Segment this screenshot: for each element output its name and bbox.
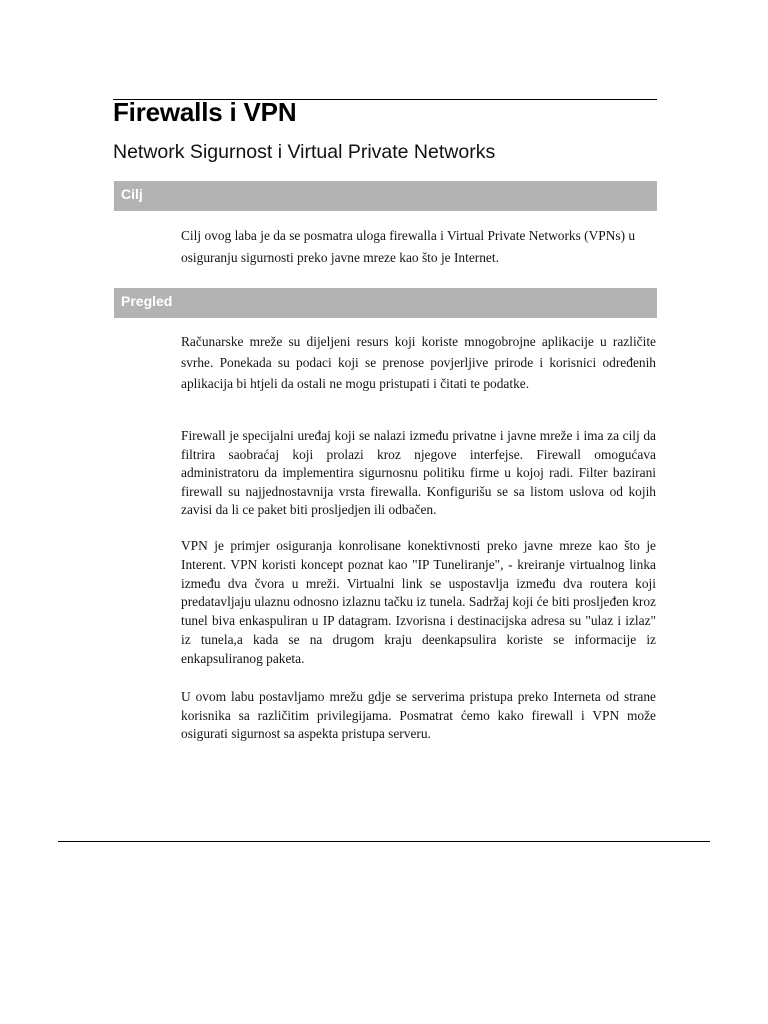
section-heading-pregled: Pregled (114, 288, 657, 318)
section-heading-cilj: Cilj (114, 181, 657, 211)
paragraph-pregled-networks: Računarske mreže su dijeljeni resurs koji koriste mnogobrojne aplikacije u različite svrhe. Ponekada su podaci koji se prenose povjerljive prirode i korisnici određenih aplikacija bi htjeli da ostali ne mogu pristupati i čitati te podatke. (181, 334, 656, 391)
footer-rule (58, 841, 710, 842)
document-title: Firewalls i VPN (113, 97, 297, 127)
paragraph-cilj: Cilj ovog laba je da se posmatra uloga firewalla i Virtual Private Networks (VPNs) u osiguranju sigurnosti preko javne mreze kao što je Internet. (181, 228, 636, 265)
paragraph-pregled-lab: U ovom labu postavljamo mrežu gdje se serverima pristupa preko Interneta od strane korisnika sa različitim privilegijama. Posmatrat ćemo kako firewall i VPN može osigurati sigurnost sa aspekta pristupa serveru. (181, 689, 656, 742)
paragraph-pregled-firewall: Firewall je specijalni uređaj koji se nalazi između privatne i javne mreže i ima za cilj da filtrira saobraćaj koji prolazi kroz njegove interfejse. Firewall omogućava administratoru da implementira sigurnosnu politiku firme u kojoj radi. Filter bazirani firewall su najjednostavnija vrsta firewalla. Konfigurišu se sa listom uslova od kojih zavisi da li ce paket biti prosljedjen ili odbačen. (181, 428, 656, 517)
paragraph-pregled-vpn: VPN je primjer osiguranja konrolisane konektivnosti preko javne mreze kao što je Interent. VPN koristi koncept poznat kao "IP Tuneliranje", - kreiranje virtualnog linka između dva čvora u mreži. Virtualni link se uspostavlja između dva routera koji predatavljaju ulaznu odnosno izlaznu tačku iz tunela. Sadržaj koji će biti prosljeđen kroz tunel biva enkaspuliran u IP datagram. Izvorisna i destinacijska adresa su "ulaz i izlaz" iz tunela,a kada se na drugom kraju deenkapsulira koriste se informacije iz enkapsuliranog paketa. (181, 538, 656, 666)
document-subtitle: Network Sigurnost i Virtual Private Networks (113, 141, 496, 163)
